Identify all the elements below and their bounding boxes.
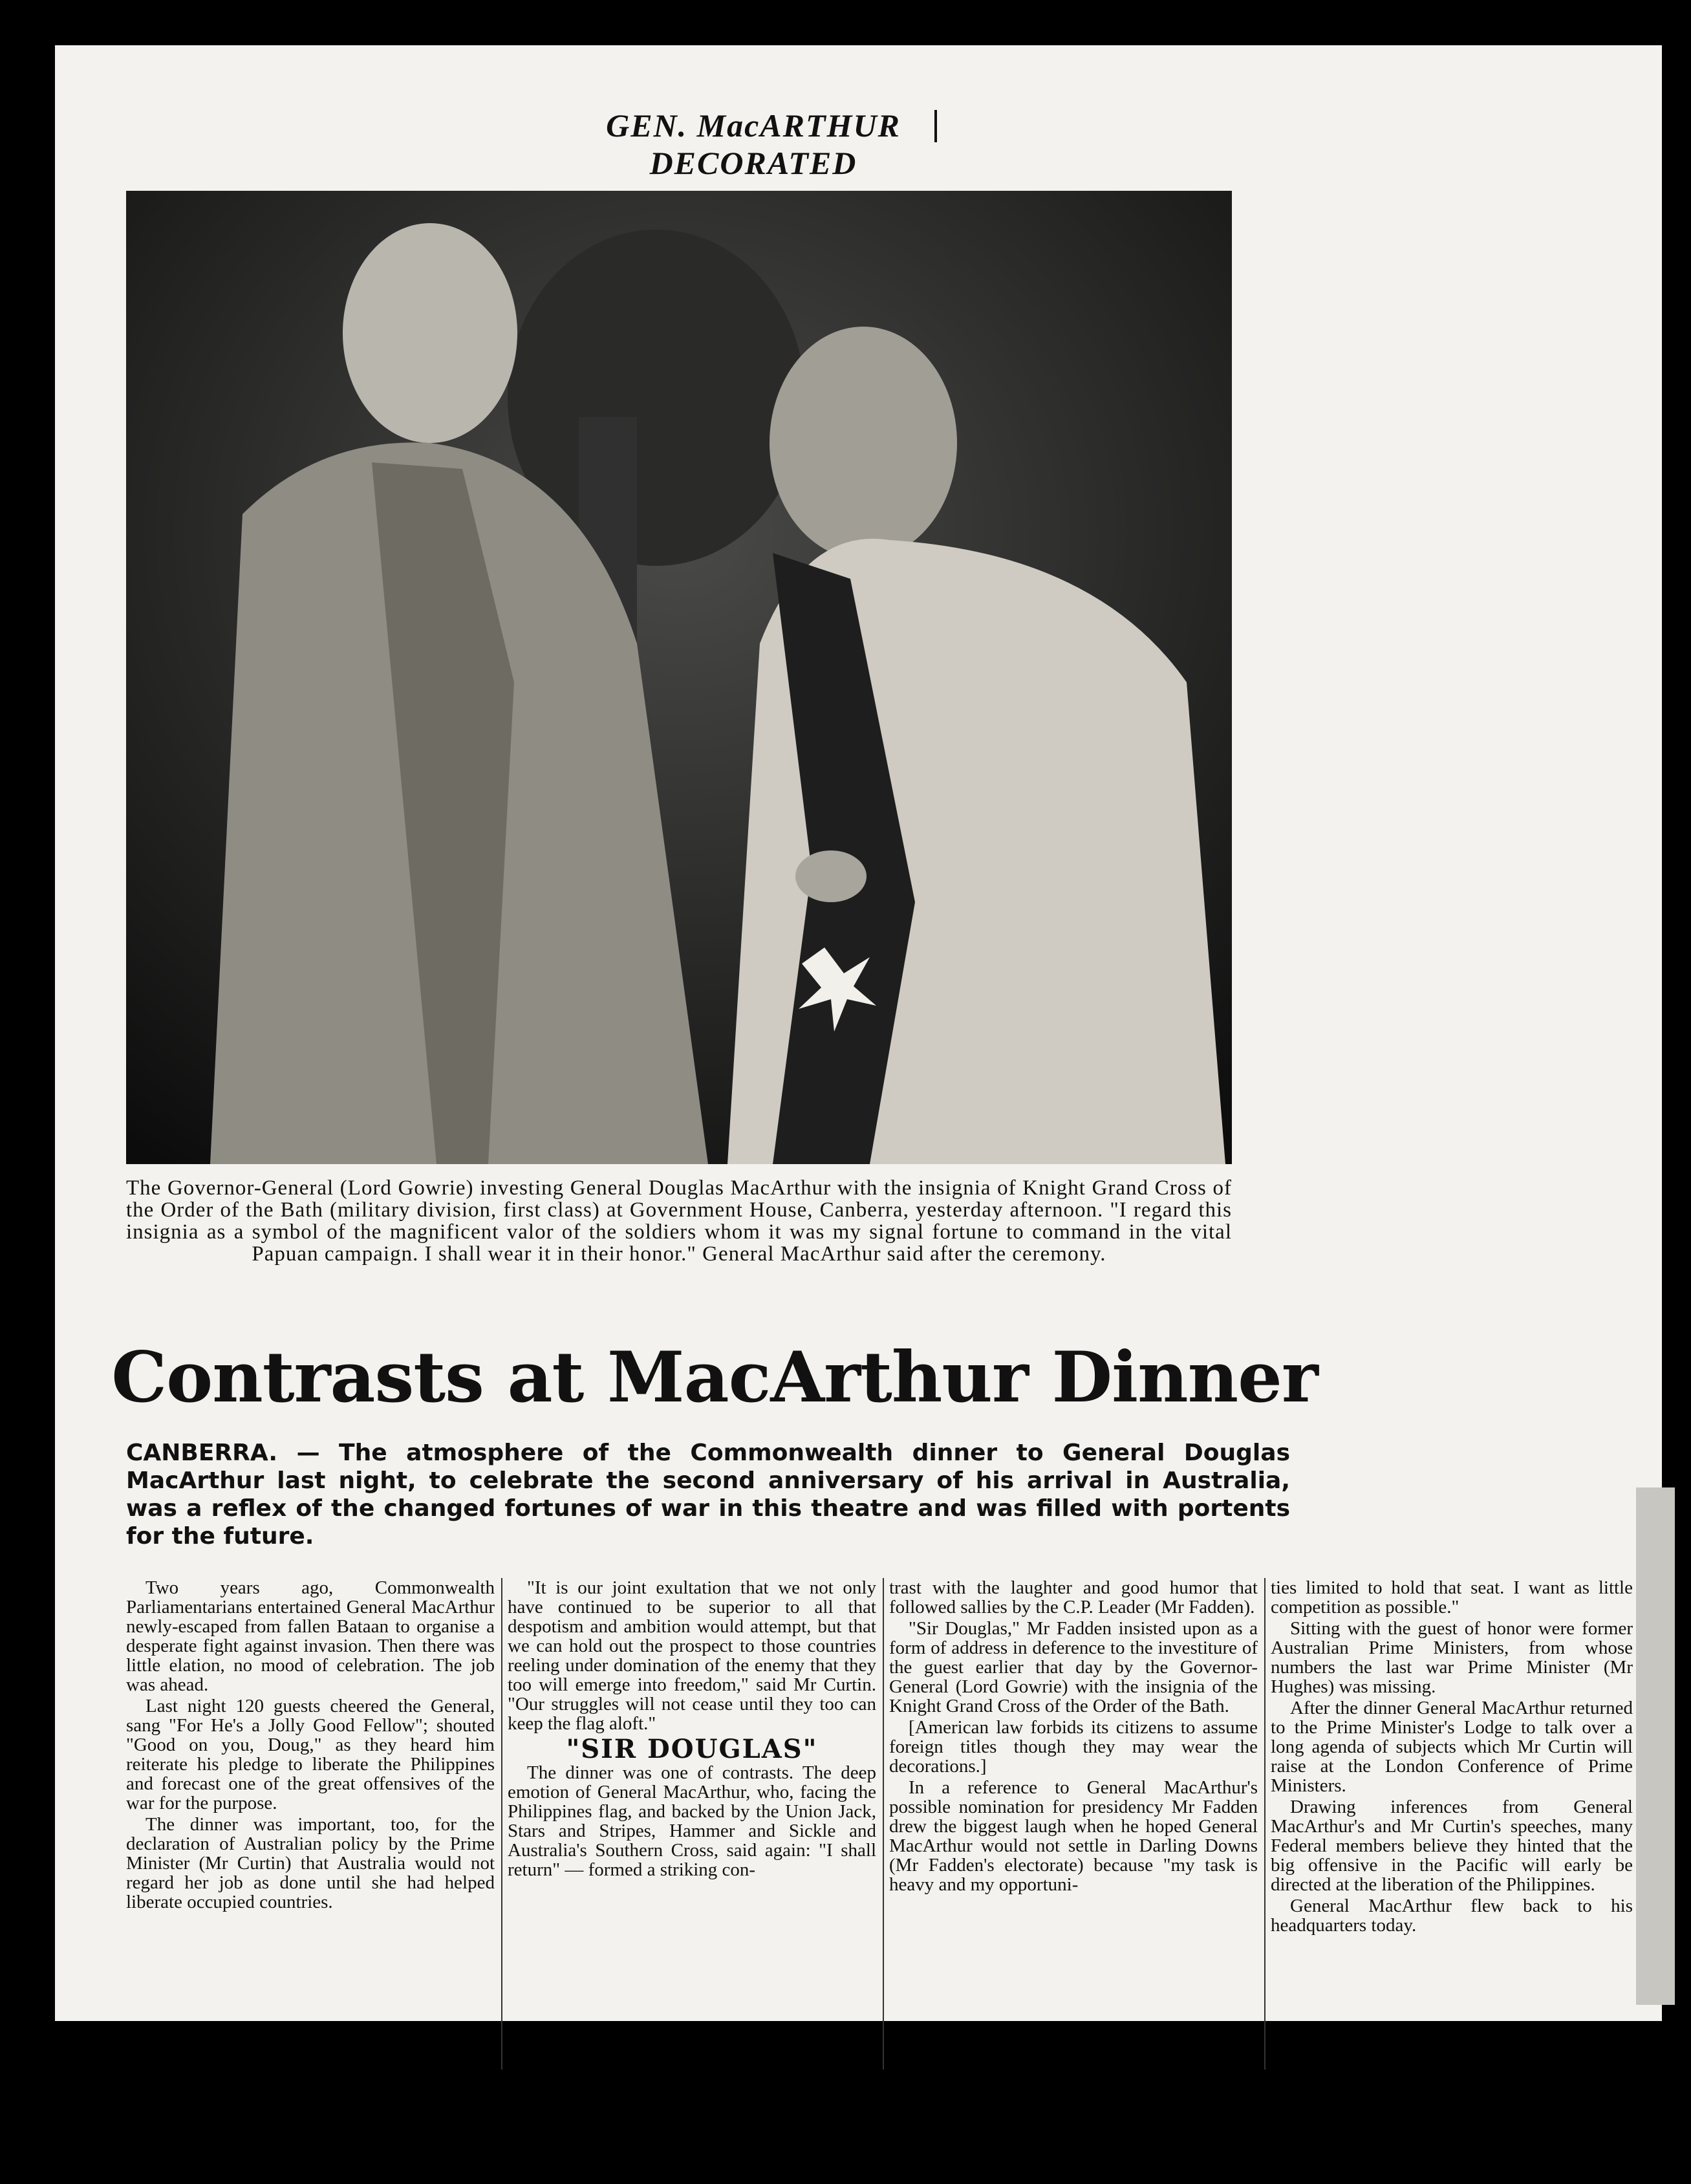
paragraph: "It is our joint exultation that we not only have continued to be superior to all that despotism and ambition would attempt, but that we can hold out the prospect to those countries reeling under domination of the enemy that they too will emerge into freedom," said Mr Curtin. "Our struggles will not cease until they too can keep the flag aloft." — [508, 1577, 876, 1734]
paragraph: [American law forbids its citizens to assume foreign titles though they may wear the decorations.] — [889, 1717, 1258, 1777]
kicker-rule — [934, 110, 937, 142]
article-column-3 — [889, 1578, 1258, 1896]
paragraph: Drawing inferences from General MacArthur's and Mr Curtin's speeches, many Federal members believe they hinted that the big offensive in the Pacific will early be directed at the liberation of the Philippines. — [1271, 1797, 1633, 1895]
scrapbook-edge — [1636, 1487, 1675, 2005]
paragraph: After the dinner General MacArthur returned to the Prime Minister's Lodge to talk over a long agenda of subjects which Mr Curtin will raise at the London Conference of Prime Ministers. — [1271, 1698, 1633, 1796]
news-photo — [126, 191, 1232, 1164]
article-column-4 — [1271, 1578, 1633, 1937]
paragraph: In a reference to General MacArthur's possible nomination for presidency Mr Fadden drew the biggest laugh when he hoped General MacArthur would not settle in Darling Downs (Mr Fadden's electorate) because "my task is heavy and my opportuni- — [889, 1777, 1258, 1895]
sub-headline: "SIR DOUGLAS" — [566, 1734, 818, 1764]
article-headline: Contrasts at MacArthur Dinner — [111, 1337, 1318, 1418]
kicker-line-1: GEN. MacARTHUR — [606, 107, 901, 144]
photo-caption: The Governor-General (Lord Gowrie) investing General Douglas MacArthur with the insignia of Knight Grand Cross of the Order of the Bath (military division, first class) at Government House, Canberra, yesterday afternoon. "I regard this insignia as a symbol of the magnificent valor of the soldiers whom it was my signal fortune to command in the vital Papuan campaign. I shall wear it in their honor." General MacArthur said after the ceremony. — [126, 1176, 1232, 1266]
paragraph: Sitting with the guest of honor were former Australian Prime Ministers, from whose numbers the last war Prime Minister (Mr Hughes) was missing. — [1271, 1618, 1633, 1697]
newspaper-clipping — [55, 45, 1662, 2021]
paragraph: The dinner was important, too, for the declaration of Australian policy by the Prime Minister (Mr Curtin) that Australia would not regard her job as done until she had helped liberate occupied countries. — [126, 1814, 495, 1912]
paragraph: The dinner was one of contrasts. The deep emotion of General MacArthur, who, facing the Philippines flag, and backed by the Union Jack, Stars and Stripes, Hammer and Sickle and Australia's Southern Cross, said again: "I shall return" — formed a striking con- — [508, 1762, 876, 1880]
paragraph: General MacArthur flew back to his headquarters today. — [1271, 1896, 1633, 1936]
kicker-line-2: DECORATED — [649, 145, 857, 181]
column-divider — [883, 1578, 884, 2070]
paragraph: Last night 120 guests cheered the General, sang "For He's a Jolly Good Fellow"; shouted "Good on you, Doug," as they heard him reiterate his pledge to liberate the Philippines and forecast one of the great offensives of the war for the purpose. — [126, 1696, 495, 1813]
article-column-1 — [126, 1578, 495, 1914]
column-divider — [501, 1578, 502, 2070]
paragraph: Two years ago, Commonwealth Parliamentarians entertained General MacArthur newly-escaped from fallen Bataan to organise a desperate fight against invasion. Then there was little elation, no mood of celebration. The job was ahead. — [126, 1577, 495, 1695]
article-column-2 — [508, 1578, 876, 1881]
paragraph: ties limited to hold that seat. I want as little competition as possible." — [1271, 1577, 1633, 1617]
article-lede: CANBERRA. — The atmosphere of the Commonwealth dinner to General Douglas MacArthur last night, to celebrate the second anniversary of his arrival in Australia, was a reflex of the changed fortunes of war in this theatre and was filled with portents for the future. — [126, 1440, 1290, 1550]
photo-illustration — [126, 191, 1232, 1164]
kicker-heading — [553, 107, 954, 182]
paragraph: "Sir Douglas," Mr Fadden insisted upon as a form of address in deference to the investiture of the guest earlier that day by the Governor-General (Lord Gowrie) with the insignia of the Knight Grand Cross of the Order of the Bath. — [889, 1618, 1258, 1716]
paragraph: trast with the laughter and good humor that followed sallies by the C.P. Leader (Mr Fadden). — [889, 1577, 1258, 1617]
column-divider — [1264, 1578, 1266, 2070]
